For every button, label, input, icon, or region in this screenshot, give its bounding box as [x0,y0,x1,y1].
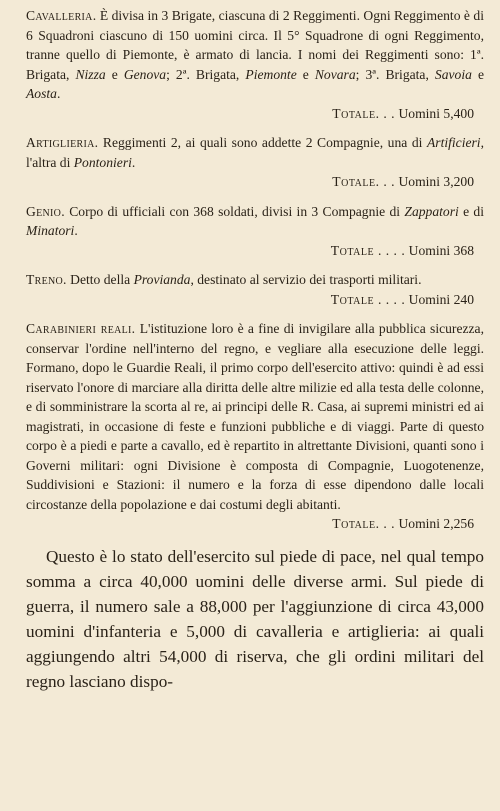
section-label: Treno. [26,272,67,287]
section-carabinieri: Carabinieri reali. L'istituzione loro è a fine di invigilare alla pubblica sicurezza, conservar l'ordine nell'interno del regno, e vegliare alla esecuzione delle leggi. Formano, dopo le Guardie Reali, il primo corpo dell'esercito attivo: quindi è ad essi riservato l'onore di marciare alla diritta delle altre milizie ed alla testa delle colonne, e di somministrare la scorta al re, ai principi delle R. Casa, ai supremi ministri ed ai magistrati, in occasione di feste e funzioni pubbliche e di viaggi. Parte di questo corpo è a piedi e parte a cavallo, ed è repartito in altrettante Divisioni, quanti sono i Governi militari: ogni Divisione è composta di Compagnie, Luogotenenze, Suddivisioni e Stazioni: il numero e la forza di esse dipendono dalle locali circostanze della popolazione e dai costumi degli abitanti. [26,321,484,512]
section-cavalleria: Cavalleria. È divisa in 3 Brigate, ciascuna di 2 Reggimenti. Ogni Reggimento è di 6 Squadroni ciascuno di 150 uomini circa. Il 5° Squadrone di ogni Reggimento, tranne quello di Piemonte, è armato di lancia. I nomi dei Reggimenti sono: 1ª. Brigata, Nizza e Genova; 2ª. Brigata, Piemonte e Novara; 3ª. Brigata, Savoia e Aosta. [26,8,485,101]
section-artiglieria: Artiglieria. Reggimenti 2, ai quali sono addette 2 Compagnie, una di Artificieri, l'altra di Pontonieri. [26,135,484,170]
section-total: Totale . . . . Uomini 240 [330,291,474,307]
section-total: Totale. . . Uomini 3,200 [332,174,474,189]
section-label: Carabinieri reali. [26,321,136,336]
section-total: Totale. . . Uomini 2,256 [332,516,474,531]
section-treno: Treno. Detto della Provianda, destinato al servizio dei trasporti militari. [26,272,422,287]
section-total: Totale . . . . Uomini 368 [330,242,474,258]
section-total: Totale. . . Uomini 5,400 [332,105,474,121]
closing-paragraph: Questo è lo stato dell'esercito sul piede di pace, nel qual tempo somma a circa 40,000 uomini delle diverse armi. Sul piede di guerra, il numero sale a 88,000 per l'aggiunzione di circa 43,000 uomini d'infanteria e 5,000 di cavalleria e artiglieria: ai quali aggiungendo altri 54,000 di riserva, che gli ordini militari del regno lasciano dispo- [26,546,484,691]
section-label: Cavalleria. [26,8,97,23]
section-label: Genio. [26,203,65,219]
section-genio: Genio. Corpo di ufficiali con 368 soldati, divisi in 3 Compagnie di Zappatori e di Minatori. [26,203,484,238]
section-label: Artiglieria. [26,135,99,150]
